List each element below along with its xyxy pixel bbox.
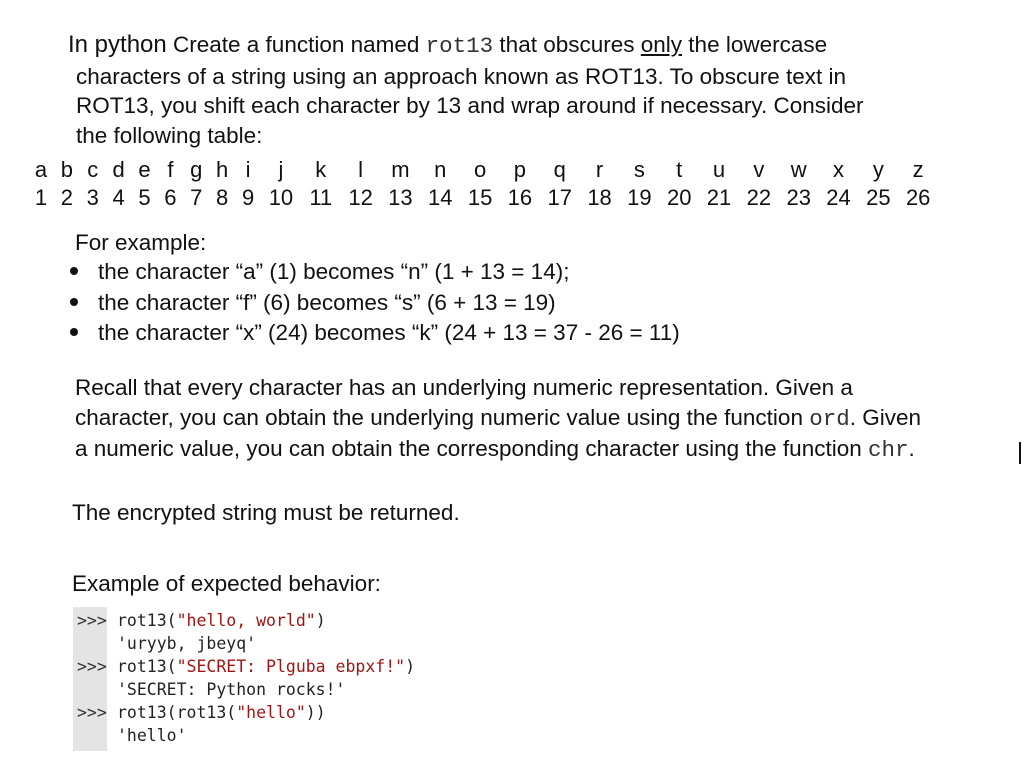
number-cell: 19 <box>627 185 652 210</box>
letter-cell: d <box>112 157 125 182</box>
number-cell: 20 <box>666 185 692 210</box>
code-output: 'hello' <box>117 726 187 745</box>
list-item: the character “a” (1) becomes “n” (1 + 13 = 14); <box>70 257 680 288</box>
chr-function: chr <box>867 437 909 463</box>
return-requirement: The encrypted string must be returned. <box>72 500 460 525</box>
number-cell: 9 <box>241 185 255 210</box>
letter-cell: r <box>595 157 604 182</box>
example-list <box>70 257 680 349</box>
code-line: >>> rot13("SECRET: Plguba ebpxf!") <box>77 657 416 676</box>
letter-cell: j <box>278 157 284 182</box>
code-output: 'uryyb, jbeyq' <box>117 634 257 653</box>
letter-cell: z <box>912 157 924 182</box>
letter-cell: n <box>434 157 447 182</box>
number-cell: 6 <box>164 185 177 210</box>
letter-cell: a <box>34 157 48 182</box>
list-item: the character “f” (6) becomes “s” (6 + 13 = 19) <box>70 288 680 319</box>
letter-cell: x <box>833 157 845 182</box>
number-cell: 2 <box>60 185 73 210</box>
number-cell: 25 <box>866 185 891 210</box>
letter-cell: e <box>138 157 151 182</box>
number-cell: 7 <box>190 185 203 210</box>
recall-line2: character, you can obtain the underlying numeric value using the function ord. Given <box>75 405 922 432</box>
letters-row <box>28 156 938 184</box>
alphabet-table <box>28 156 938 212</box>
intro-line3: ROT13, you shift each character by 13 and wrap around if necessary. Consider <box>76 93 864 118</box>
letter-cell: q <box>553 157 566 182</box>
number-cell: 26 <box>905 185 931 210</box>
numbers-row <box>28 184 938 212</box>
ord-function: ord <box>809 406 850 432</box>
letter-cell: k <box>315 157 327 182</box>
number-cell: 4 <box>112 185 125 210</box>
letter-cell: v <box>753 157 765 182</box>
letter-cell: w <box>790 157 807 182</box>
number-cell: 22 <box>746 185 772 210</box>
intro-lead: In python <box>68 31 167 58</box>
number-cell: 18 <box>587 185 612 210</box>
recall-line3: a numeric value, you can obtain the corresponding character using the function chr. <box>75 436 915 463</box>
letter-cell: u <box>712 157 726 182</box>
number-cell: 10 <box>268 185 294 210</box>
letter-cell: p <box>513 157 527 182</box>
number-cell: 16 <box>507 185 533 210</box>
number-cell: 15 <box>467 185 493 210</box>
recall-paragraph <box>75 373 1010 465</box>
letter-cell: b <box>60 157 73 182</box>
intro-text-after: that obscures <box>493 32 641 57</box>
bullet-icon <box>70 298 78 306</box>
function-name: rot13 <box>425 33 494 59</box>
letter-cell: t <box>676 157 683 182</box>
letter-cell: g <box>190 157 203 182</box>
number-cell: 1 <box>34 185 48 210</box>
intro-line4: the following table: <box>76 122 263 148</box>
code-line: >>> rot13("hello, world") <box>77 611 326 630</box>
number-cell: 8 <box>216 185 229 210</box>
number-cell: 24 <box>826 185 851 210</box>
number-cell: 12 <box>348 185 373 210</box>
number-cell: 13 <box>388 185 413 210</box>
code-example <box>73 607 463 751</box>
number-cell: 5 <box>138 185 151 210</box>
intro-line1-end: the lowercase <box>682 32 828 57</box>
list-item: the character “x” (24) becomes “k” (24 + 13 = 37 - 26 = 11) <box>70 318 680 349</box>
letter-cell: o <box>473 157 487 182</box>
expected-behavior-heading: Example of expected behavior: <box>72 571 381 596</box>
letter-cell: c <box>87 157 99 182</box>
letter-cell: s <box>633 157 645 182</box>
letter-cell: m <box>391 157 410 182</box>
number-cell: 23 <box>786 185 811 210</box>
letter-cell: l <box>358 157 364 182</box>
text-cursor <box>1019 442 1021 464</box>
number-cell: 14 <box>428 185 453 210</box>
example-heading: For example: <box>75 230 207 255</box>
letter-cell: f <box>167 157 174 182</box>
underlined-only: only <box>640 32 683 57</box>
letter-cell: h <box>216 157 229 182</box>
letter-cell: i <box>245 157 251 182</box>
bullet-icon <box>70 267 78 275</box>
number-cell: 17 <box>547 185 572 210</box>
number-cell: 3 <box>86 185 99 210</box>
problem-intro <box>68 30 968 150</box>
letter-cell: y <box>872 157 884 182</box>
code-output: 'SECRET: Python rocks!' <box>117 680 346 699</box>
number-cell: 11 <box>309 185 333 210</box>
bullet-icon <box>70 328 78 336</box>
intro-line2: characters of a string using an approach known as ROT13. To obscure text in <box>76 63 846 89</box>
code-line: >>> rot13(rot13("hello")) <box>77 703 326 722</box>
intro-text: Create a function named <box>166 32 426 57</box>
recall-line1: Recall that every character has an underlying numeric representation. Given a <box>75 375 853 400</box>
number-cell: 21 <box>706 185 732 210</box>
